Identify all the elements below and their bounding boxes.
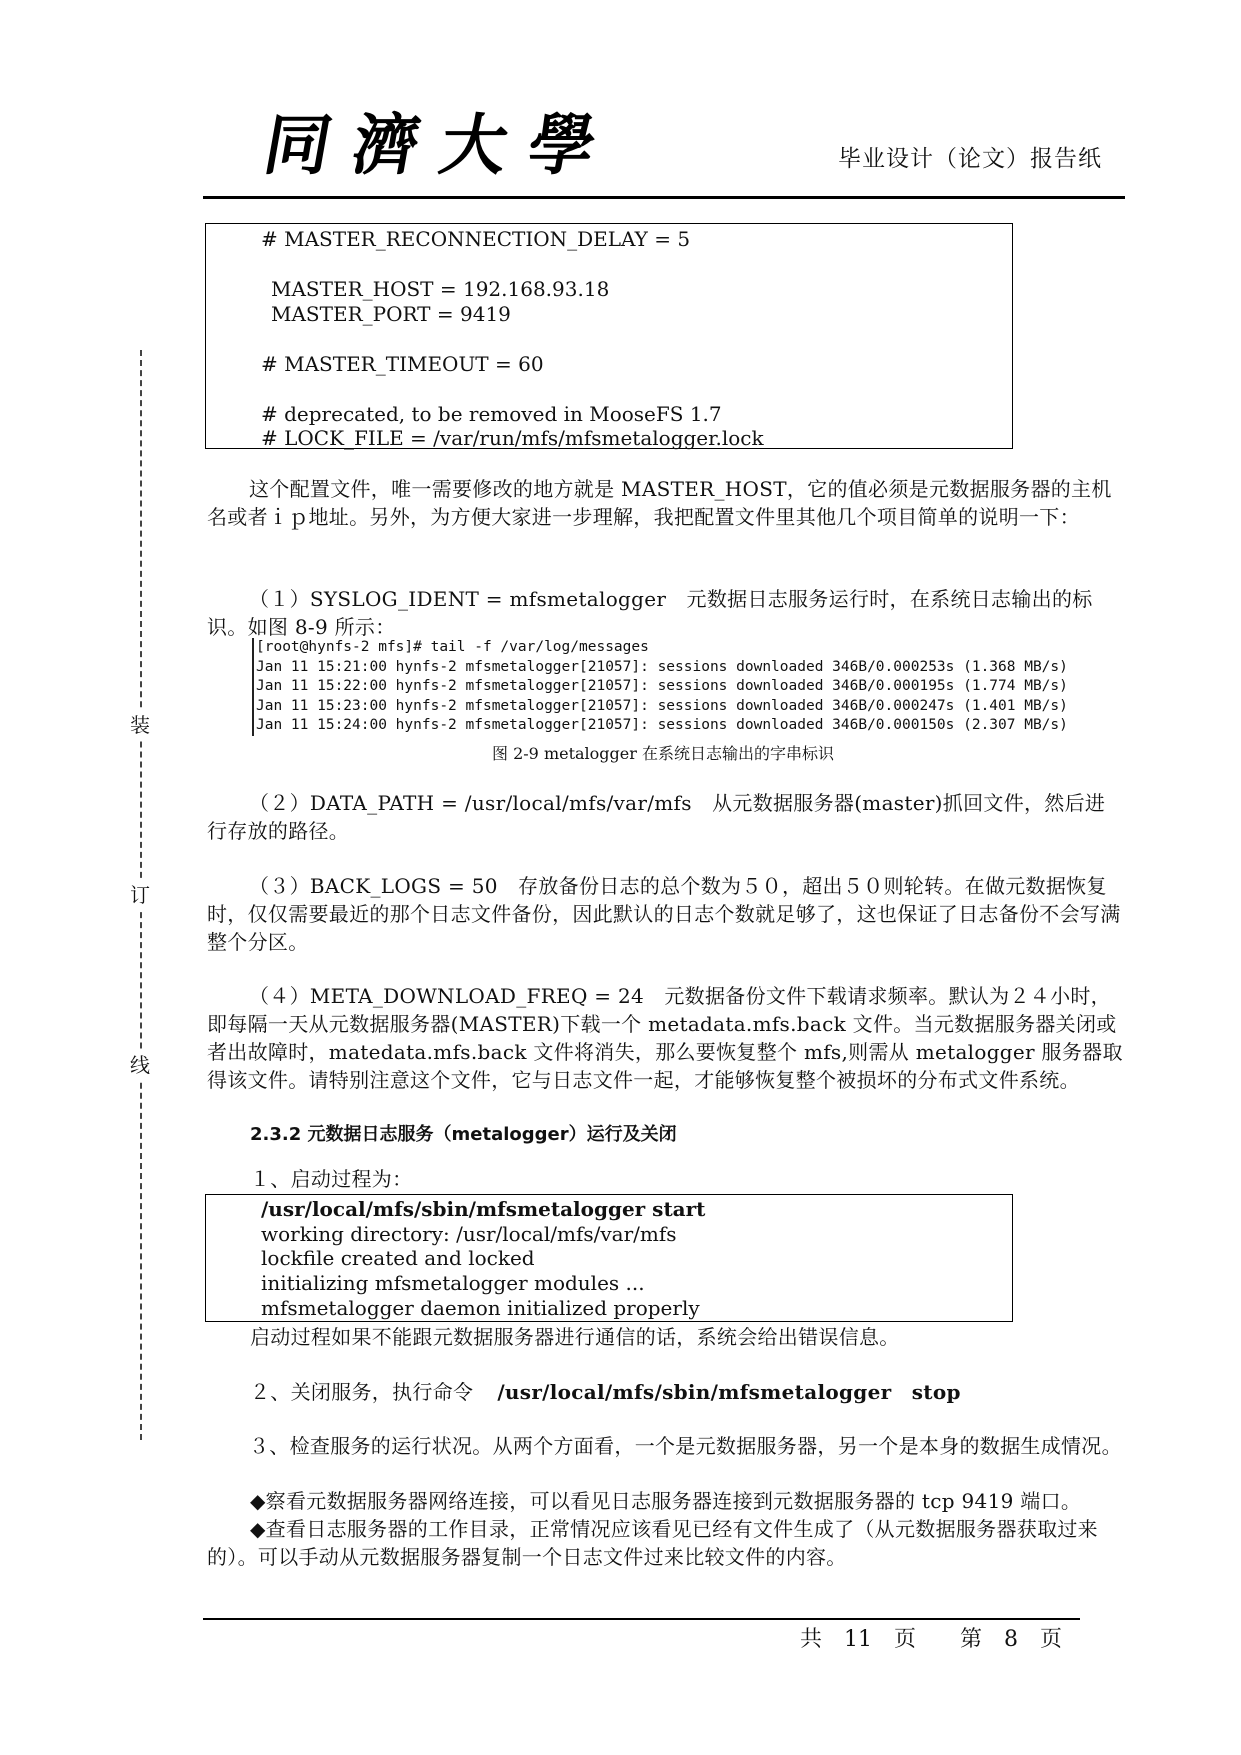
config-line: # LOCK_FILE = /var/run/mfs/mfsmetalogger.lock bbox=[261, 426, 764, 450]
figure-caption: 图 2-9 metalogger 在系统日志输出的字串标识 bbox=[492, 744, 834, 763]
terminal-line: [root@hynfs-2 mfs]# tail -f /var/log/messages bbox=[256, 639, 649, 655]
config-line: # MASTER_RECONNECTION_DELAY = 5 bbox=[261, 227, 691, 251]
paragraph-config-explanation: 这个配置文件，唯一需要修改的地方就是 MASTER_HOST，它的值必须是元数据服务器的主机名或者ｉｐ地址。另外，为方便大家进一步理解，我把配置文件里其他几个项目简单的说明一下： bbox=[207, 477, 1112, 529]
paragraph-back-logs: （３）BACK_LOGS = 50 存放备份日志的总个数为５０，超出５０则轮转。在做元数据恢复时，仅仅需要最近的那个日志文件备份，因此默认的日志个数就足够了，这也保证了日志备份不会写满整个分区。 bbox=[207, 874, 1121, 954]
report-paper-title: 毕业设计（论文）报告纸 bbox=[838, 146, 1102, 172]
bullet-network-check: ◆察看元数据服务器网络连接，可以看见日志服务器连接到元数据服务器的 tcp 9419 端口。 bbox=[250, 1489, 1082, 1513]
start-output-line: mfsmetalogger daemon initialized properly bbox=[261, 1296, 700, 1320]
page-counter: 共 11 页 第 8 页 bbox=[800, 1627, 1062, 1652]
step2-label: ２、关闭服务，执行命令 bbox=[250, 1380, 474, 1404]
terminal-line: Jan 11 15:23:00 hynfs-2 mfsmetalogger[21057]: sessions downloaded 346B/0.000247s (1.401 MB/s) bbox=[256, 697, 1068, 714]
start-command: /usr/local/mfs/sbin/mfsmetalogger start bbox=[261, 1197, 706, 1221]
start-output-line: working directory: /usr/local/mfs/var/mfs bbox=[261, 1222, 677, 1246]
binding-char-xian: 线 bbox=[125, 1050, 155, 1080]
bullet-workdir-check: ◆查看日志服务器的工作目录，正常情况应该看见已经有文件生成了（从元数据服务器获取过来的）。可以手动从元数据服务器复制一个日志文件过来比较文件的内容。 bbox=[207, 1517, 1098, 1569]
terminal-line: Jan 11 15:24:00 hynfs-2 mfsmetalogger[21057]: sessions downloaded 346B/0.000150s (2.307 MB/s) bbox=[256, 717, 1068, 733]
footer-rule bbox=[203, 1618, 1080, 1620]
paragraph-meta-download-freq: （４）META_DOWNLOAD_FREQ = 24 元数据备份文件下载请求频率。默认为２４小时，即每隔一天从元数据服务器(MASTER)下载一个 metadata.mfs.back 文件。当元数据服务器关闭或者出故障时，matedata.mfs.back 文件将消失，那么要恢复整个 mfs,则需从 metalogger 服务器取得该文件。请特别注意这个文件，它与日志文件一起，才能够恢复整个被损坏的分布式文件系统。 bbox=[207, 984, 1123, 1092]
start-output-line: lockfile created and locked bbox=[261, 1246, 535, 1270]
step2-line bbox=[250, 1378, 961, 1406]
paragraph-data-path: （２）DATA_PATH = /usr/local/mfs/var/mfs 从元数据服务器(master)抓回文件，然后进行存放的路径。 bbox=[207, 791, 1106, 843]
stop-command: /usr/local/mfs/sbin/mfsmetalogger stop bbox=[497, 1380, 961, 1404]
config-line: MASTER_PORT = 9419 bbox=[271, 302, 511, 326]
step3-paragraph: ３、检查服务的运行状况。从两个方面看，一个是元数据服务器，另一个是本身的数据生成情况。 bbox=[249, 1434, 1122, 1458]
paragraph-syslog-ident: （１）SYSLOG_IDENT = mfsmetalogger 元数据日志服务运行时，在系统日志输出的标识。如图 8-9 所示： bbox=[207, 587, 1093, 639]
config-code-box bbox=[205, 223, 1013, 449]
binding-char-ding: 订 bbox=[125, 880, 155, 910]
config-line: # deprecated, to be removed in MooseFS 1.7 bbox=[261, 402, 722, 426]
config-line: MASTER_HOST = 192.168.93.18 bbox=[271, 277, 610, 301]
terminal-output bbox=[252, 638, 1126, 736]
terminal-line: Jan 11 15:22:00 hynfs-2 mfsmetalogger[21057]: sessions downloaded 346B/0.000195s (1.774 MB/s) bbox=[256, 678, 1068, 694]
step1-label: １、启动过程为： bbox=[250, 1167, 413, 1191]
terminal-line: Jan 11 15:21:00 hynfs-2 mfsmetalogger[21057]: sessions downloaded 346B/0.000253s (1.368 MB/s) bbox=[256, 658, 1068, 675]
section-heading: 2.3.2 元数据日志服务（metalogger）运行及关闭 bbox=[250, 1124, 677, 1145]
start-error-note: 启动过程如果不能跟元数据服务器进行通信的话，系统会给出错误信息。 bbox=[250, 1325, 900, 1349]
header-rule bbox=[203, 196, 1125, 199]
binding-char-zhuang: 装 bbox=[125, 710, 155, 740]
config-line: # MASTER_TIMEOUT = 60 bbox=[261, 352, 544, 376]
university-logo: 同濟大學 bbox=[258, 106, 624, 184]
start-output-line: initializing mfsmetalogger modules ... bbox=[261, 1271, 645, 1295]
start-output-box bbox=[205, 1194, 1013, 1322]
